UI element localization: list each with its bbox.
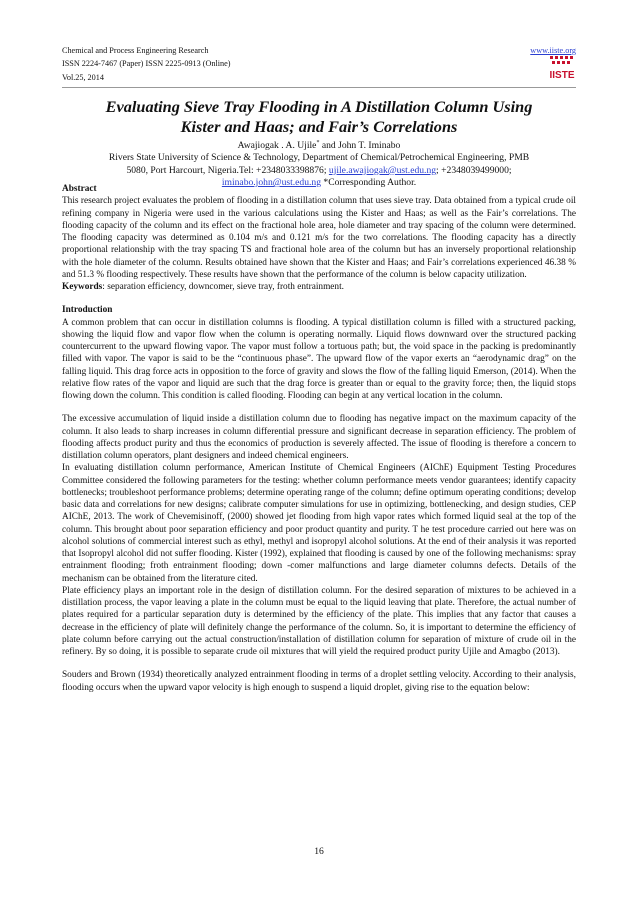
spacer — [62, 402, 576, 413]
intro-paragraph-2: The excessive accumulation of liquid inside a distillation column due to flooding has negative impact on the maximum capacity of the column. It also leads to sharp increases in column differential pressure and significant decrease in separation efficiency. The problem of flooding affects product purity and thus the economics of production is severely affected. The issue of flooding is therefore a concern to distillation column operators, plant designers and indeed chemical engineers. — [62, 414, 576, 461]
paper-title — [62, 97, 576, 137]
affiliation-line-1: Rivers State University of Science & Technology, Department of Chemical/Petrochemical Engineering, PMB — [108, 152, 530, 164]
header-rule — [62, 87, 576, 88]
intro-paragraph-3: In evaluating distillation column performance, American Institute of Chemical Engineers (AIChE) Equipment Testing Procedures Committee considered the following parameters for the testing: whether column performance meets vendor guarantees; identify capacity bottlenecks; troubleshoot performance problems; determine operating range of the column; define optimum operating conditions; develop basic data and correlations for new designs; calibrate computer simulations for use in optimizing, bottlenecking, and design studies, CEP AIChE, 2013. The work of Chevemisinoff, (2000) showed jet flooding from high vapor rates which formed liquid seal at the top of the column. This brought about poor separation efficiency and poor product quantity and purity. T he test procedure carried out here was on alcohol solutions of commercial interest such as ethyl, methyl and isopropyl alcohol solutions. At the end of their analysis it was reported that Isopropyl alcohol did not suffer flooding. Kister (1992), explained that flooding is caused by one of the following mechanisms: spray entrainment flooding; froth entrainment flooding; down -comer malfunctions and large diameter columns defects. Details of the mechanism can be obtained from the literature cited. — [62, 463, 576, 584]
author-names-post: and John T. Iminabo — [319, 140, 401, 152]
corresponding-star: * — [316, 140, 320, 146]
intro-paragraph-4: Plate efficiency plays an important role in the design of distillation column. For the desired separation of mixtures to be achieved in a distillation process, the vapor leaving a plate in the column must be equal to the liquid leaving that plate. Therefore, the actual number of plates required for a particular separation duty is determined by the efficiency of the plate. This implies that any factor that causes a decrease in the efficiency of plate will definitely change the performance of the column. So, it is important to determine the efficiency of plate column before carrying out the actual construction/installation of distillation column for separation of mixture of crude oil in the refinery. By so doing, it is possible to separate crude oil mixtures that will yield the required product purity Ujile and Amagbo (2013). — [62, 585, 576, 657]
paper-body — [62, 183, 576, 694]
introduction-heading: Introduction — [62, 305, 113, 316]
corresponding-note: *Corresponding Author. — [321, 177, 417, 189]
intro-paragraph-1: A common problem that can occur in distillation columns is flooding. A typical distillation column is filled with a structured packing, showing the liquid flow and vapor flow when the column is operating normally. Liquid flows downward over the structured packing countercurrent to the upward flowing vapor. The vapor must follow a tortuous path; but, the void space in the packing is predominantly filled with vapor. The vapor is said to be the “continuous phase”. The upward flow of the vapor exerts an “aerodynamic drag” on the falling liquid. This drag force acts in opposition to the force of gravity and slows the flow of the falling liquid Emerson, (2014). When the relative flow rates of the vapor and liquid are such that the drag force is greater than or equal to the gravity force; then, the liquid stops flowing down the column. This condition is called flooding. Flooding can begin at any vertical location in the column. — [62, 317, 576, 401]
svg-text:IISTE: IISTE — [549, 70, 575, 81]
abstract-heading: Abstract — [62, 184, 97, 194]
keywords-label: Keywords — [62, 282, 103, 292]
author-names-pre: Awajiogak . A. Ujile — [237, 140, 317, 152]
issn-line: ISSN 2224-7467 (Paper) ISSN 2225-0913 (Online) — [62, 59, 231, 69]
journal-url-link[interactable]: www.iiste.org — [530, 46, 576, 55]
title-line-2: Kister and Haas; and Fair’s Correlations — [180, 117, 458, 136]
affiliation-tel: 5080, Port Harcourt, Nigeria.Tel: +2348033398876; — [126, 164, 329, 176]
keywords-line — [62, 281, 576, 293]
author-block — [62, 137, 576, 189]
email-link-1[interactable]: ujile.awajiogak@ust.edu.ng — [328, 164, 437, 176]
affiliation-line-2 — [62, 165, 576, 177]
page-number: 16 — [314, 846, 324, 857]
title-line-1: Evaluating Sieve Tray Flooding in A Distillation Column Using — [105, 97, 533, 116]
spacer — [62, 658, 576, 669]
journal-header — [62, 44, 576, 84]
email-link-2[interactable]: iminabo.john@ust.edu.ng — [221, 177, 322, 189]
intro-paragraph-5: Souders and Brown (1934) theoretically analyzed entrainment flooding in terms of a droplet settling velocity. According to their analysis, flooding occurs when the upward vapor velocity is high enough to suspend a liquid droplet, giving rise to the equation below: — [62, 670, 576, 693]
volume-line: Vol.25, 2014 — [62, 72, 104, 82]
journal-name: Chemical and Process Engineering Research — [62, 46, 209, 55]
spacer — [62, 293, 576, 304]
keywords-text: : separation efficiency, downcomer, sieve tray, froth entrainment. — [102, 282, 344, 292]
abstract-text: This research project evaluates the problem of flooding in a distillation column that uses sieve tray. Data obtained from a typical crude oil refining company in Nigeria were used in the various calculations using the Kister and Haas; as well as the Fair’s correlations. The flooding capacity of the column and its effect on the fractional hole area, hole diameter and tray spacing of the column were determined. The flooding capacity was determined as 0.104 m/s and 0.121 m/s for the two correlations. The flooding capacity has a directly proportional relationship with the tray spacing TS and fractional hole area of the column but has an inversely proportional relationship with the hole diameter of the column. Results obtained have shown that the Kister and Haas; and Fair’s correlations experienced 46.38 % and 51.3 % flooding respectively. These results have shown that the performance of the column is below capacity utilization. — [62, 196, 576, 280]
author-names — [62, 137, 576, 152]
iiste-logo-icon — [548, 56, 576, 82]
affiliation-tel-2: ; +2348039499000; — [436, 164, 512, 176]
